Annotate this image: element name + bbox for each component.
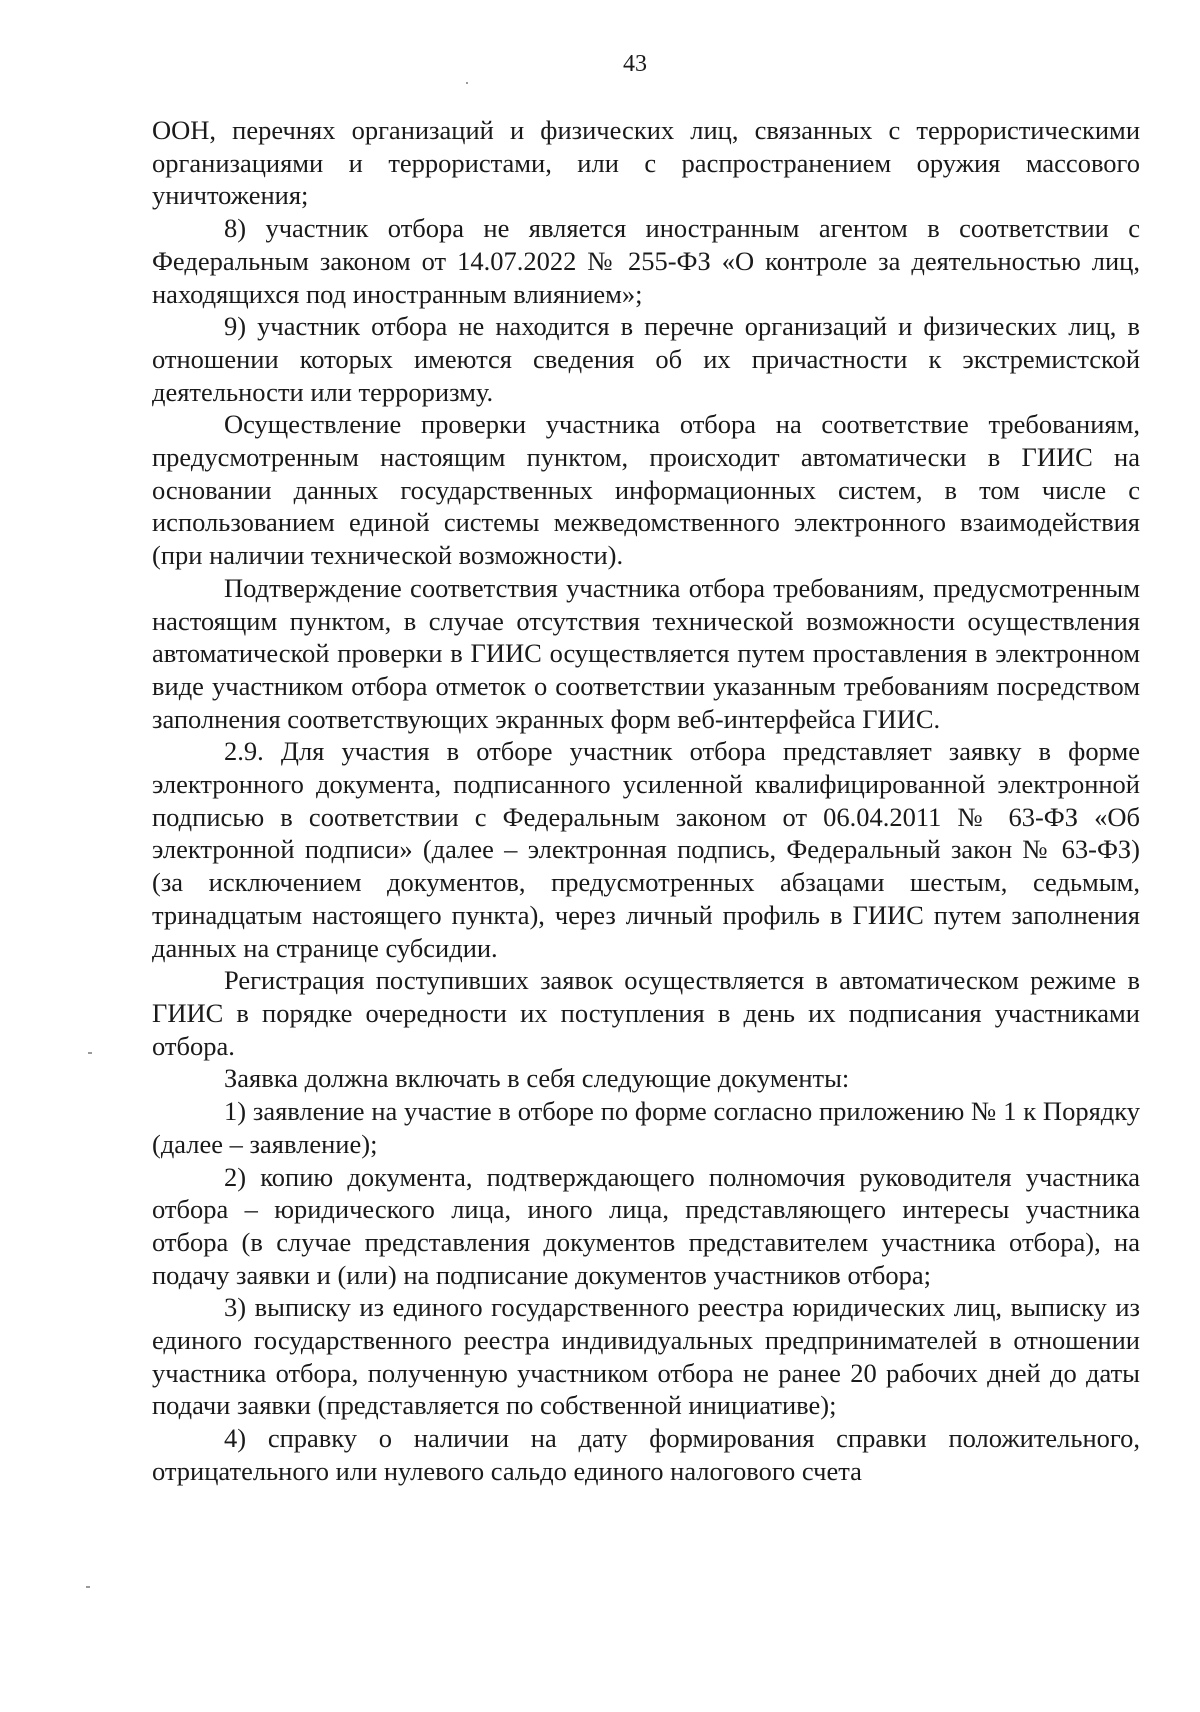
paragraph-registration: Регистрация поступивших заявок осуществляется в автоматическом режиме в ГИИС в порядке очередности их поступления в день их подписания участниками отбора.	[152, 965, 1140, 1061]
scan-speck	[88, 1052, 92, 1054]
document-body	[152, 114, 1140, 1488]
scan-speck	[86, 1586, 90, 1588]
paragraph-item-9-extremism: 9) участник отбора не находится в перечне организаций и физических лиц, в отношении которых имеются сведения об их причастности к экстремистской деятельности или терроризму.	[152, 311, 1140, 407]
paragraph-doc-2-authority: 2) копию документа, подтверждающего полномочия руководителя участника отбора – юридического лица, иного лица, представляющего интересы участника отбора (в случае представления документов представителем участника отбора), на подачу заявки и (или) на подписание документов участников отбора;	[152, 1161, 1140, 1290]
paragraph-confirmation: Подтверждение соответствия участника отбора требованиям, предусмотренным настоящим пунктом, в случае отсутствия технической возможности осуществления автоматической проверки в ГИИС осуществляется путем проставления в электронном виде участником отбора отметок о соответствии указанным требованиям посредством заполнения соответствующих экранных форм веб-интерфейса ГИИС.	[152, 572, 1140, 734]
paragraph-documents-intro: Заявка должна включать в себя следующие документы:	[224, 1063, 850, 1094]
paragraph-doc-3-registry-extract: 3) выписку из единого государственного реестра юридических лиц, выписку из единого государственного реестра индивидуальных предпринимателей в отношении участника отбора, полученную участником отбора не ранее 20 рабочих дней до даты подачи заявки (представляется по собственной инициативе);	[152, 1292, 1140, 1421]
paragraph-doc-1-application: 1) заявление на участие в отборе по форме согласно приложению № 1 к Порядку (далее – заявление);	[152, 1096, 1140, 1159]
paragraph-automatic-check: Осуществление проверки участника отбора на соответствие требованиям, предусмотренным настоящим пунктом, происходит автоматически в ГИИС на основании данных государственных информационных систем, в том числе с использованием единой системы межведомственного электронного взаимодействия (при наличии технической возможности).	[152, 409, 1140, 571]
paragraph-item-8-foreign-agent: 8) участник отбора не является иностранным агентом в соответствии с Федеральным законом от 14.07.2022 № 255-ФЗ «О контроле за деятельностью лиц, находящихся под иностранным влиянием»;	[152, 213, 1140, 309]
page-number: 43	[623, 51, 647, 77]
scan-speck	[466, 82, 468, 84]
paragraph-section-2-9: 2.9. Для участия в отборе участник отбора представляет заявку в форме электронного документа, подписанного усиленной квалифицированной электронной подписью в соответствии с Федеральным законом от 06.04.2011 № 63-ФЗ «Об электронной подписи» (далее – электронная подпись, Федеральный закон № 63-ФЗ) (за исключением документов, предусмотренных абзацами шестым, седьмым, тринадцатым настоящего пункта), через личный профиль в ГИИС путем заполнения данных на странице субсидии.	[152, 736, 1140, 963]
paragraph-doc-4-tax-certificate: 4) справку о наличии на дату формирования справки положительного, отрицательного или нулевого сальдо единого налогового счета	[152, 1423, 1140, 1486]
paragraph-oon-lists: ООН, перечнях организаций и физических лиц, связанных с террористическими организациями и террористами, или с распространением оружия массового уничтожения;	[152, 115, 1140, 211]
